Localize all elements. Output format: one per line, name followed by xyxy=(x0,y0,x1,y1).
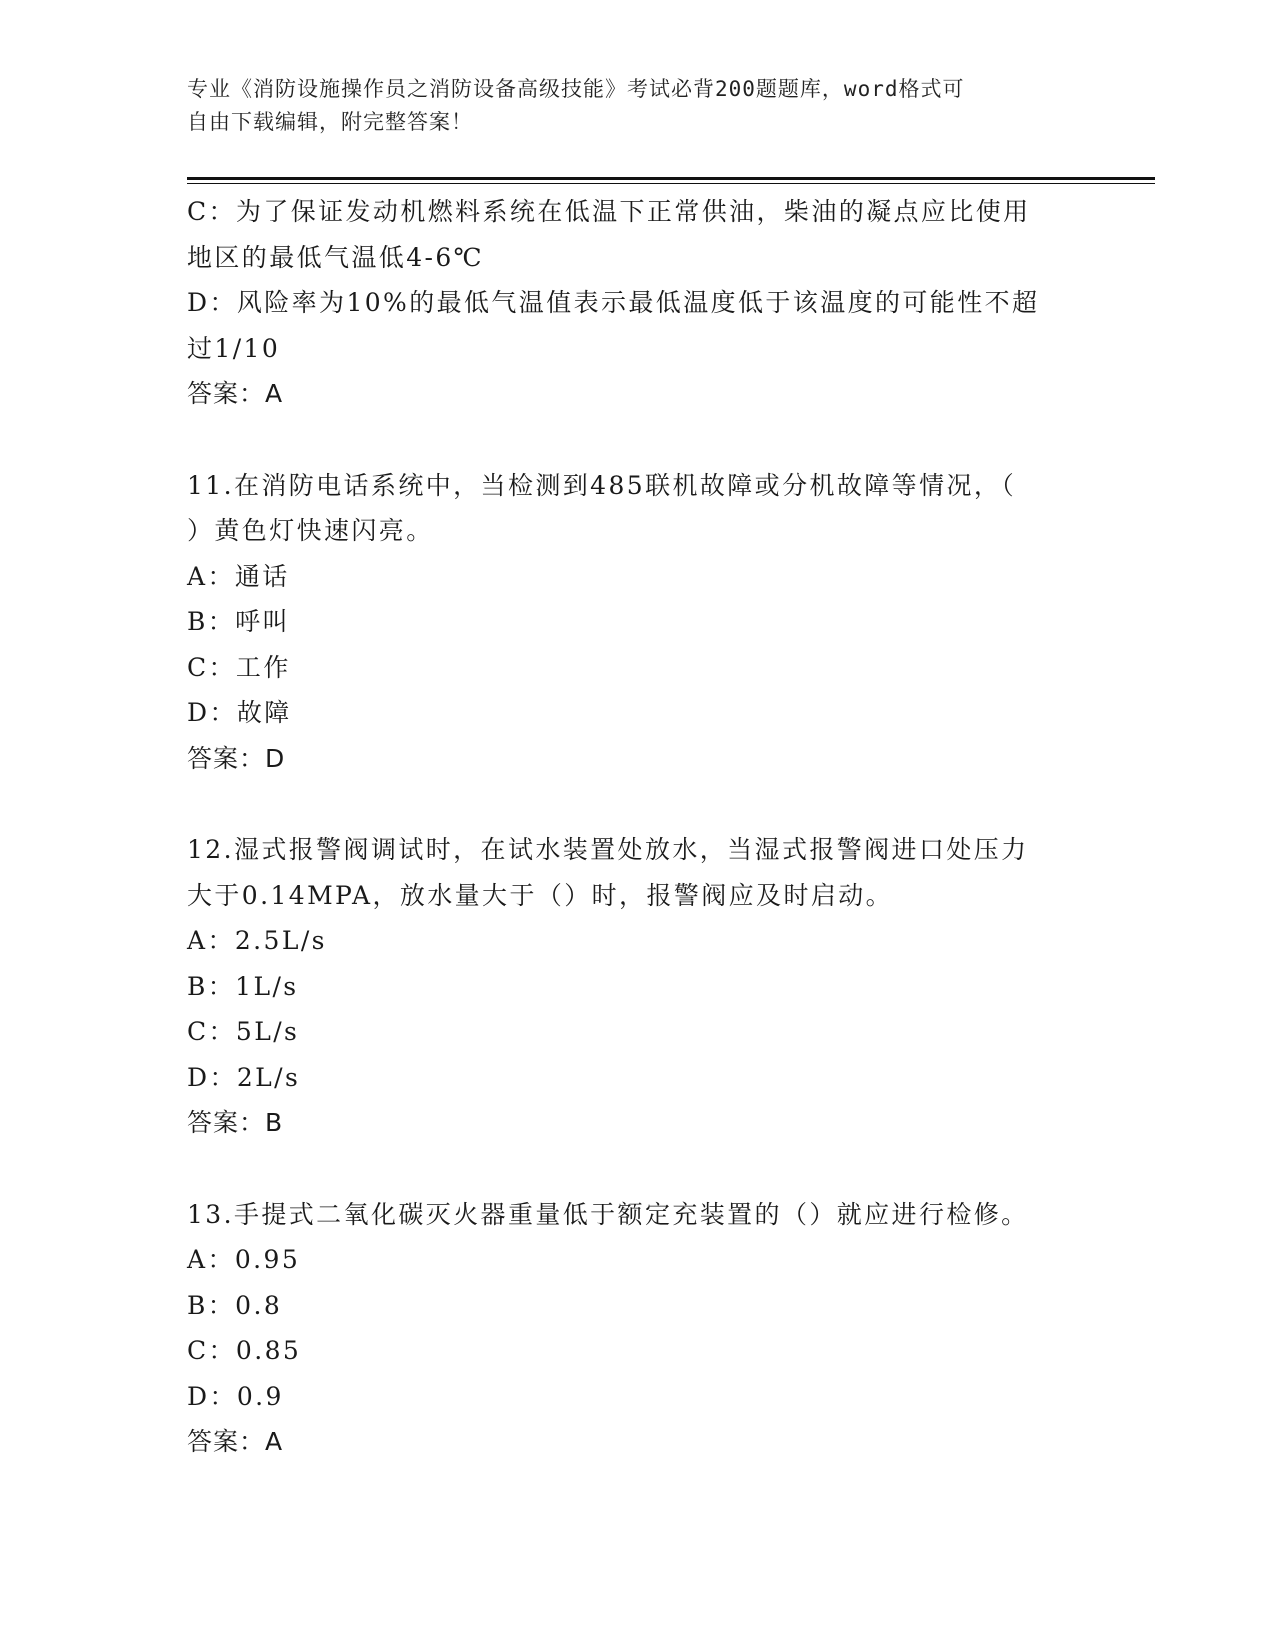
option-b: B：0.8 xyxy=(187,1290,283,1320)
question-stem-line-1: 13.手提式二氧化碳灭火器重量低于额定充装置的（）就应进行检修。 xyxy=(187,1199,1029,1229)
option-a: A：0.95 xyxy=(187,1245,301,1274)
header-divider-thin xyxy=(187,183,1155,184)
question-stem-line-2: ）黄色灯快速闪亮。 xyxy=(187,516,434,545)
header-divider-thick xyxy=(187,177,1155,180)
spacer xyxy=(187,417,1087,463)
option-a: A：通话 xyxy=(187,561,290,591)
header-line-1: 专业《消防设施操作员之消防设备高级技能》考试必背200题题库，word格式可 xyxy=(187,77,965,101)
question-content xyxy=(187,189,1087,1465)
spacer xyxy=(187,1146,1087,1192)
question-13 xyxy=(187,1192,1087,1465)
option-b: B：1L/s xyxy=(187,971,299,1001)
option-d: D：0.9 xyxy=(187,1381,284,1411)
option-c: C：0.85 xyxy=(187,1336,302,1365)
option-d-line-1: D：风险率为10%的最低气温值表示最低温度低于该温度的可能性不超 xyxy=(187,288,1040,317)
question-12 xyxy=(187,827,1087,1146)
question-stem-line-2: 大于0.14MPA，放水量大于（）时，报警阀应及时启动。 xyxy=(187,880,894,910)
answer: 答案：B xyxy=(187,1108,284,1137)
option-d: D：2L/s xyxy=(187,1062,301,1092)
answer: 答案：A xyxy=(187,379,284,408)
spacer xyxy=(187,781,1087,827)
document-header xyxy=(187,73,1067,139)
option-c-line-2: 地区的最低气温低4-6℃ xyxy=(187,242,485,272)
answer: 答案：A xyxy=(187,1427,284,1456)
question-10-continued xyxy=(187,189,1087,417)
question-11 xyxy=(187,463,1087,782)
option-d: D：故障 xyxy=(187,698,292,727)
option-d-line-2: 过1/10 xyxy=(187,333,281,363)
option-c-line-1: C：为了保证发动机燃料系统在低温下正常供油，柴油的凝点应比使用 xyxy=(187,197,1031,226)
question-stem-line-1: 11.在消防电话系统中，当检测到485联机故障或分机故障等情况，（ xyxy=(187,470,1017,500)
option-a: A：2.5L/s xyxy=(187,926,327,955)
header-line-2: 自由下载编辑，附完整答案！ xyxy=(187,110,473,134)
option-b: B：呼叫 xyxy=(187,607,290,636)
option-c: C：工作 xyxy=(187,652,291,682)
option-c: C：5L/s xyxy=(187,1017,300,1046)
question-stem-line-1: 12.湿式报警阀调试时，在试水装置处放水，当湿式报警阀进口处压力 xyxy=(187,835,1029,864)
answer: 答案：D xyxy=(187,743,286,773)
